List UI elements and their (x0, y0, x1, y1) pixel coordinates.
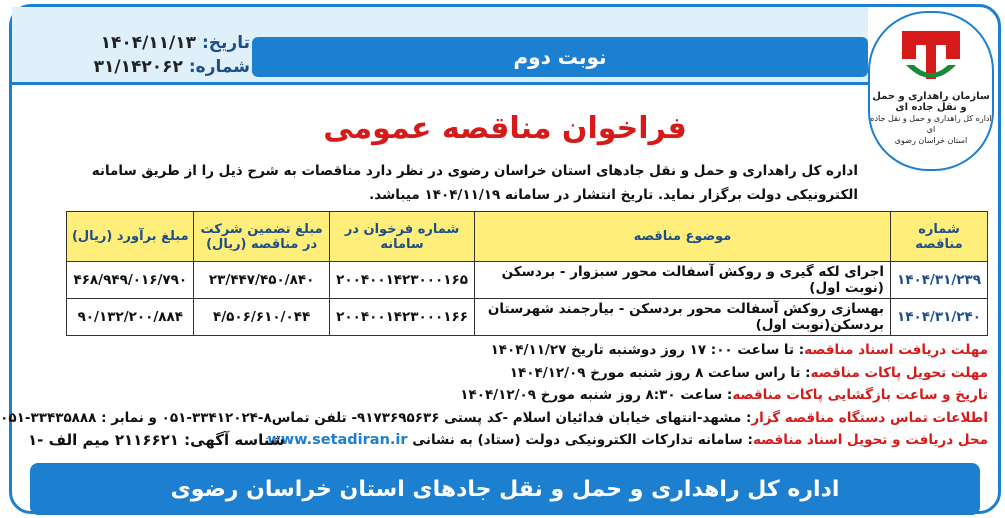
detail-key: مهلت دریافت اسناد مناقصه (804, 342, 988, 358)
date-label: تاریخ: (202, 33, 250, 53)
tender-subject: اجرای لکه گیری و روکش آسفالت محور سبزوار - بردسکن (نوبت اول) (474, 262, 890, 299)
date-value: ۱۴۰۴/۱۱/۱۳ (100, 33, 196, 53)
nobat-badge (252, 37, 868, 77)
detail-key: مهلت تحویل پاکات مناقصه (810, 364, 988, 381)
number-value: ۳۱/۱۴۲۰۶۲ (93, 57, 183, 77)
detail-key: تاریخ و ساعت بازگشایی پاکات مناقصه (732, 387, 988, 404)
logo-line1: سازمان راهداری و حمل و نقل جاده ای (872, 91, 990, 113)
guarantee-amount: ۴/۵۰۶/۶۱۰/۰۴۴ (194, 299, 330, 336)
col-call-number: شماره فرخوان در سامانه (330, 212, 475, 262)
tender-number: ۱۴۰۴/۳۱/۲۴۰ (890, 299, 987, 336)
footer-org-name: اداره کل راهداری و حمل و نقل جادهای استان خراسان رضوی (170, 476, 840, 502)
detail-value: : سامانه تدارکات الکترونیکی دولت (ستاد) به نشانی (412, 432, 753, 449)
number-label: شماره: (188, 57, 250, 77)
table-row (67, 299, 988, 336)
detail-line (0, 407, 988, 430)
detail-value: : ساعت ۸:۳۰ روز شنبه مورخ ۱۴۰۴/۱۲/۰۹ (460, 387, 733, 404)
table-header-row (67, 212, 988, 262)
setad-link[interactable]: www.setadiran.ir (267, 432, 408, 449)
logo-line3: استان خراسان رضوی (894, 136, 968, 145)
col-guarantee: مبلغ تضمین شرکت در مناقصه (ریال) (194, 212, 330, 262)
tender-subject: بهسازی روکش آسفالت محور بردسکن - بیارجمند شهرستان بردسکن(نوبت اول) (474, 299, 890, 336)
footer-banner (30, 463, 980, 515)
col-tender-number: شماره مناقصه (890, 212, 987, 262)
ad-identifier: شناسه آگهی: ۲۱۱۶۶۲۱ میم الف -۱ (28, 431, 285, 449)
date-row (30, 31, 250, 55)
organization-logo (868, 11, 994, 171)
detail-line (22, 362, 988, 385)
call-number: ۲۰۰۴۰۰۱۴۲۳۰۰۰۱۶۶ (330, 299, 475, 336)
detail-value: : مشهد-انتهای خیابان فدائیان اسلام -کد پستی ۹۱۷۳۶۹۵۶۳۶- تلفن تماس۸-۳۳۴۱۲۰۲۴-۰۵۱ و نمابر : ۳۳۴۳۵۸۸۸-۰۵۱ (0, 409, 752, 426)
tender-number: ۱۴۰۴/۳۱/۲۳۹ (890, 262, 987, 299)
call-number: ۲۰۰۴۰۰۱۴۲۳۰۰۰۱۶۵ (330, 262, 475, 299)
ad-meta (30, 31, 250, 79)
col-subject: موضوع مناقصه (474, 212, 890, 262)
estimate-amount: ۴۶۸/۹۴۹/۰۱۶/۷۹۰ (67, 262, 194, 299)
header (12, 7, 998, 89)
detail-key: اطلاعات تماس دستگاه مناقصه گزار (751, 409, 988, 426)
guarantee-amount: ۲۳/۴۴۷/۴۵۰/۸۴۰ (194, 262, 330, 299)
ad-frame (0, 4, 1001, 514)
page-title: فراخوان مناقصه عمومی (323, 111, 687, 146)
detail-line (22, 384, 988, 407)
logo-caption (870, 91, 992, 146)
detail-line (22, 339, 988, 362)
logo-line2: اداره کل راهداری و حمل و نقل جاده ای (870, 114, 992, 134)
road-logo-icon (896, 25, 966, 87)
number-row (30, 55, 250, 79)
table-row (67, 262, 988, 299)
col-estimate: مبلغ برآورد (ریال) (67, 212, 194, 262)
detail-key: محل دریافت و تحویل اسناد مناقصه (752, 432, 988, 449)
nobat-label: نوبت دوم (513, 45, 607, 69)
intro-paragraph: اداره کل راهداری و حمل و نقل جادهای استان خراسان رضوی در نظر دارد مناقصات به شرح ذیل را از طریق سامانه الکترونیکی دولت برگزار نماید. تاریخ انتشار در سامانه ۱۴۰۴/۱۱/۱۹ میباشد. (91, 163, 858, 203)
tender-table (66, 211, 988, 336)
detail-value: : تا راس ساعت ۸ روز شنبه مورخ ۱۴۰۴/۱۲/۰۹ (509, 364, 811, 381)
detail-value: : تا ساعت ۰۰: ۱۷ روز دوشنبه تاریخ ۱۴۰۴/۱۱/۲۷ (490, 342, 805, 358)
estimate-amount: ۹۰/۱۳۲/۲۰۰/۸۸۴ (67, 299, 194, 336)
